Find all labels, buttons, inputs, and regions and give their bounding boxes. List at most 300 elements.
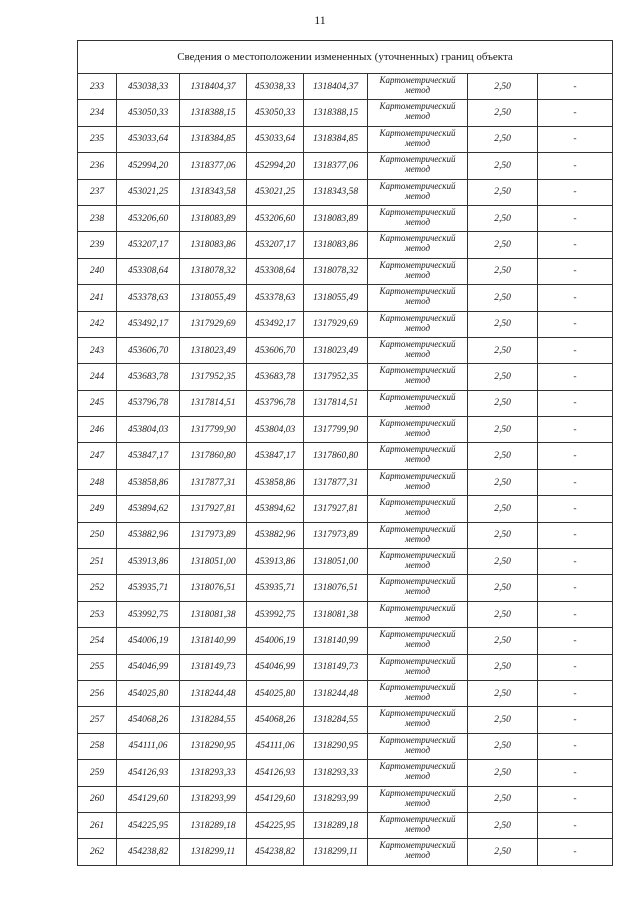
existing-x-cell: 453606,70 <box>117 337 180 363</box>
refined-x-cell: 453913,86 <box>247 549 304 575</box>
accuracy-cell: 2,50 <box>468 549 538 575</box>
boundary-coordinates-table <box>77 40 613 866</box>
existing-y-cell: 1318140,99 <box>180 628 247 654</box>
refined-x-cell: 454046,99 <box>247 654 304 680</box>
existing-y-cell: 1317927,81 <box>180 496 247 522</box>
method-label-line2: метод <box>404 269 431 280</box>
point-number-cell: 237 <box>78 179 117 205</box>
accuracy-cell: 2,50 <box>468 680 538 706</box>
method-label-line1: Картометрический <box>379 761 456 772</box>
existing-x-cell: 453021,25 <box>117 179 180 205</box>
accuracy-cell: 2,50 <box>468 74 538 100</box>
method-label-line2: метод <box>404 639 431 650</box>
existing-x-cell: 453858,86 <box>117 469 180 495</box>
existing-y-cell: 1318055,49 <box>180 285 247 311</box>
accuracy-cell: 2,50 <box>468 654 538 680</box>
point-number-cell: 251 <box>78 549 117 575</box>
existing-y-cell: 1317929,69 <box>180 311 247 337</box>
refined-y-cell: 1318384,85 <box>304 126 368 152</box>
table-row <box>78 786 613 812</box>
refined-x-cell: 453847,17 <box>247 443 304 469</box>
method-cell <box>368 839 468 865</box>
method-label-line2: метод <box>404 296 431 307</box>
refined-y-cell: 1318083,86 <box>304 232 368 258</box>
point-number-cell: 246 <box>78 417 117 443</box>
method-cell <box>368 337 468 363</box>
refined-y-cell: 1317973,89 <box>304 522 368 548</box>
refined-y-cell: 1318299,11 <box>304 839 368 865</box>
refined-y-cell: 1317860,80 <box>304 443 368 469</box>
note-cell: - <box>538 258 613 284</box>
method-cell <box>368 100 468 126</box>
note-cell: - <box>538 601 613 627</box>
point-number-cell: 254 <box>78 628 117 654</box>
method-label-line1: Картометрический <box>379 206 456 217</box>
accuracy-cell: 2,50 <box>468 390 538 416</box>
note-cell: - <box>538 654 613 680</box>
method-cell <box>368 786 468 812</box>
refined-x-cell: 454068,26 <box>247 707 304 733</box>
method-label-line1: Картометрический <box>379 840 456 851</box>
refined-x-cell: 453050,33 <box>247 100 304 126</box>
method-label-line1: Картометрический <box>379 787 456 798</box>
note-cell: - <box>538 522 613 548</box>
existing-x-cell: 453882,96 <box>117 522 180 548</box>
point-number-cell: 260 <box>78 786 117 812</box>
refined-x-cell: 453606,70 <box>247 337 304 363</box>
note-cell: - <box>538 74 613 100</box>
refined-x-cell: 453207,17 <box>247 232 304 258</box>
refined-y-cell: 1318078,32 <box>304 258 368 284</box>
refined-x-cell: 454225,95 <box>247 812 304 838</box>
existing-x-cell: 453913,86 <box>117 549 180 575</box>
table-row <box>78 443 613 469</box>
refined-y-cell: 1318244,48 <box>304 680 368 706</box>
refined-x-cell: 453935,71 <box>247 575 304 601</box>
existing-x-cell: 454068,26 <box>117 707 180 733</box>
method-cell <box>368 469 468 495</box>
method-cell <box>368 179 468 205</box>
method-label-line2: метод <box>404 533 431 544</box>
method-cell <box>368 153 468 179</box>
accuracy-cell: 2,50 <box>468 628 538 654</box>
method-cell <box>368 680 468 706</box>
point-number-cell: 262 <box>78 839 117 865</box>
table-row <box>78 179 613 205</box>
existing-y-cell: 1317952,35 <box>180 364 247 390</box>
table-row <box>78 417 613 443</box>
refined-y-cell: 1318289,18 <box>304 812 368 838</box>
method-label-line2: метод <box>404 850 431 861</box>
method-cell <box>368 601 468 627</box>
accuracy-cell: 2,50 <box>468 443 538 469</box>
refined-x-cell: 454238,82 <box>247 839 304 865</box>
table-row <box>78 337 613 363</box>
method-label-line2: метод <box>404 771 431 782</box>
method-label-line1: Картометрический <box>379 338 456 349</box>
method-label-line1: Картометрический <box>379 154 456 165</box>
refined-x-cell: 452994,20 <box>247 153 304 179</box>
existing-x-cell: 453492,17 <box>117 311 180 337</box>
method-label-line2: метод <box>404 348 431 359</box>
point-number-cell: 261 <box>78 812 117 838</box>
existing-y-cell: 1318149,73 <box>180 654 247 680</box>
method-label-line2: метод <box>404 480 431 491</box>
method-cell <box>368 126 468 152</box>
existing-x-cell: 453894,62 <box>117 496 180 522</box>
note-cell: - <box>538 337 613 363</box>
refined-x-cell: 454025,80 <box>247 680 304 706</box>
accuracy-cell: 2,50 <box>468 575 538 601</box>
table-row <box>78 311 613 337</box>
method-label-line2: метод <box>404 718 431 729</box>
refined-y-cell: 1317799,90 <box>304 417 368 443</box>
existing-y-cell: 1318290,95 <box>180 733 247 759</box>
method-label-line1: Картометрический <box>379 286 456 297</box>
accuracy-cell: 2,50 <box>468 707 538 733</box>
method-label-line1: Картометрический <box>379 655 456 666</box>
note-cell: - <box>538 733 613 759</box>
note-cell: - <box>538 760 613 786</box>
refined-y-cell: 1318293,99 <box>304 786 368 812</box>
accuracy-cell: 2,50 <box>468 126 538 152</box>
point-number-cell: 245 <box>78 390 117 416</box>
table-row <box>78 258 613 284</box>
accuracy-cell: 2,50 <box>468 786 538 812</box>
method-label-line1: Картометрический <box>379 365 456 376</box>
note-cell: - <box>538 179 613 205</box>
table-row <box>78 74 613 100</box>
table-row <box>78 153 613 179</box>
refined-x-cell: 453894,62 <box>247 496 304 522</box>
method-label-line2: метод <box>404 190 431 201</box>
point-number-cell: 238 <box>78 205 117 231</box>
table-row <box>78 812 613 838</box>
existing-x-cell: 454126,93 <box>117 760 180 786</box>
refined-x-cell: 453796,78 <box>247 390 304 416</box>
existing-x-cell: 453935,71 <box>117 575 180 601</box>
table-row <box>78 390 613 416</box>
note-cell: - <box>538 364 613 390</box>
refined-y-cell: 1318343,58 <box>304 179 368 205</box>
method-cell <box>368 417 468 443</box>
existing-y-cell: 1318051,00 <box>180 549 247 575</box>
accuracy-cell: 2,50 <box>468 337 538 363</box>
method-cell <box>368 654 468 680</box>
method-label-line2: метод <box>404 823 431 834</box>
refined-y-cell: 1317929,69 <box>304 311 368 337</box>
method-cell <box>368 496 468 522</box>
refined-y-cell: 1318404,37 <box>304 74 368 100</box>
existing-y-cell: 1318293,33 <box>180 760 247 786</box>
point-number-cell: 234 <box>78 100 117 126</box>
method-cell <box>368 285 468 311</box>
table-row <box>78 496 613 522</box>
existing-x-cell: 453308,64 <box>117 258 180 284</box>
table-row <box>78 733 613 759</box>
existing-x-cell: 453033,64 <box>117 126 180 152</box>
existing-y-cell: 1317877,31 <box>180 469 247 495</box>
existing-y-cell: 1318388,15 <box>180 100 247 126</box>
table-row <box>78 707 613 733</box>
method-label-line1: Картометрический <box>379 708 456 719</box>
accuracy-cell: 2,50 <box>468 733 538 759</box>
accuracy-cell: 2,50 <box>468 232 538 258</box>
note-cell: - <box>538 390 613 416</box>
method-label-line1: Картометрический <box>379 259 456 270</box>
refined-y-cell: 1318290,95 <box>304 733 368 759</box>
accuracy-cell: 2,50 <box>468 469 538 495</box>
method-label-line1: Картометрический <box>379 75 456 85</box>
method-label-line1: Картометрический <box>379 576 456 587</box>
existing-x-cell: 453796,78 <box>117 390 180 416</box>
method-cell <box>368 628 468 654</box>
method-cell <box>368 74 468 100</box>
method-label-line2: метод <box>404 586 431 597</box>
point-number-cell: 253 <box>78 601 117 627</box>
note-cell: - <box>538 575 613 601</box>
existing-x-cell: 453847,17 <box>117 443 180 469</box>
existing-x-cell: 453206,60 <box>117 205 180 231</box>
method-label-line2: метод <box>404 744 431 755</box>
method-label-line1: Картометрический <box>379 444 456 455</box>
table-row <box>78 628 613 654</box>
accuracy-cell: 2,50 <box>468 496 538 522</box>
refined-y-cell: 1318051,00 <box>304 549 368 575</box>
method-label-line2: метод <box>404 401 431 412</box>
accuracy-cell: 2,50 <box>468 179 538 205</box>
method-label-line2: метод <box>404 164 431 175</box>
refined-y-cell: 1318284,55 <box>304 707 368 733</box>
note-cell: - <box>538 126 613 152</box>
method-label-line1: Картометрический <box>379 101 456 112</box>
existing-y-cell: 1318377,06 <box>180 153 247 179</box>
existing-x-cell: 453804,03 <box>117 417 180 443</box>
note-cell: - <box>538 549 613 575</box>
method-label-line2: метод <box>404 137 431 148</box>
note-cell: - <box>538 285 613 311</box>
existing-x-cell: 453683,78 <box>117 364 180 390</box>
note-cell: - <box>538 417 613 443</box>
point-number-cell: 233 <box>78 74 117 100</box>
existing-y-cell: 1318404,37 <box>180 74 247 100</box>
accuracy-cell: 2,50 <box>468 417 538 443</box>
method-cell <box>368 760 468 786</box>
refined-y-cell: 1318023,49 <box>304 337 368 363</box>
existing-y-cell: 1318343,58 <box>180 179 247 205</box>
existing-y-cell: 1318081,38 <box>180 601 247 627</box>
existing-x-cell: 453038,33 <box>117 74 180 100</box>
refined-x-cell: 453206,60 <box>247 205 304 231</box>
refined-y-cell: 1318083,89 <box>304 205 368 231</box>
table-row <box>78 839 613 865</box>
method-label-line1: Картометрический <box>379 470 456 481</box>
table-row <box>78 126 613 152</box>
method-label-line1: Картометрический <box>379 312 456 323</box>
note-cell: - <box>538 100 613 126</box>
table-row <box>78 469 613 495</box>
existing-x-cell: 454111,06 <box>117 733 180 759</box>
existing-y-cell: 1318384,85 <box>180 126 247 152</box>
method-cell <box>368 364 468 390</box>
method-label-line2: метод <box>404 322 431 333</box>
table-row <box>78 522 613 548</box>
point-number-cell: 243 <box>78 337 117 363</box>
point-number-cell: 244 <box>78 364 117 390</box>
accuracy-cell: 2,50 <box>468 258 538 284</box>
refined-x-cell: 453021,25 <box>247 179 304 205</box>
table-row <box>78 364 613 390</box>
point-number-cell: 259 <box>78 760 117 786</box>
method-cell <box>368 311 468 337</box>
table-body <box>78 74 613 866</box>
accuracy-cell: 2,50 <box>468 311 538 337</box>
table-row <box>78 285 613 311</box>
note-cell: - <box>538 469 613 495</box>
point-number-cell: 252 <box>78 575 117 601</box>
existing-y-cell: 1318244,48 <box>180 680 247 706</box>
refined-y-cell: 1317952,35 <box>304 364 368 390</box>
method-cell <box>368 549 468 575</box>
accuracy-cell: 2,50 <box>468 522 538 548</box>
existing-x-cell: 454129,60 <box>117 786 180 812</box>
existing-y-cell: 1317814,51 <box>180 390 247 416</box>
note-cell: - <box>538 205 613 231</box>
refined-y-cell: 1318293,33 <box>304 760 368 786</box>
method-label-line1: Картометрический <box>379 523 456 534</box>
accuracy-cell: 2,50 <box>468 205 538 231</box>
point-number-cell: 248 <box>78 469 117 495</box>
point-number-cell: 249 <box>78 496 117 522</box>
refined-x-cell: 453858,86 <box>247 469 304 495</box>
refined-y-cell: 1318388,15 <box>304 100 368 126</box>
method-label-line2: метод <box>404 665 431 676</box>
note-cell: - <box>538 628 613 654</box>
note-cell: - <box>538 707 613 733</box>
note-cell: - <box>538 232 613 258</box>
method-label-line1: Картометрический <box>379 550 456 561</box>
point-number-cell: 240 <box>78 258 117 284</box>
page-number: 11 <box>314 13 326 27</box>
existing-y-cell: 1318083,86 <box>180 232 247 258</box>
refined-x-cell: 454126,93 <box>247 760 304 786</box>
method-label-line2: метод <box>404 560 431 571</box>
accuracy-cell: 2,50 <box>468 285 538 311</box>
refined-x-cell: 453804,03 <box>247 417 304 443</box>
refined-x-cell: 453033,64 <box>247 126 304 152</box>
table-row <box>78 654 613 680</box>
existing-y-cell: 1318078,32 <box>180 258 247 284</box>
existing-x-cell: 453378,63 <box>117 285 180 311</box>
table-row <box>78 601 613 627</box>
method-label-line1: Картометрический <box>379 734 456 745</box>
note-cell: - <box>538 443 613 469</box>
point-number-cell: 247 <box>78 443 117 469</box>
method-label-line1: Картометрический <box>379 681 456 692</box>
existing-x-cell: 453207,17 <box>117 232 180 258</box>
existing-y-cell: 1318076,51 <box>180 575 247 601</box>
method-label-line2: метод <box>404 797 431 808</box>
method-label-line1: Картометрический <box>379 127 456 138</box>
refined-y-cell: 1318081,38 <box>304 601 368 627</box>
table-row <box>78 232 613 258</box>
note-cell: - <box>538 680 613 706</box>
refined-x-cell: 453683,78 <box>247 364 304 390</box>
existing-y-cell: 1317973,89 <box>180 522 247 548</box>
refined-x-cell: 454006,19 <box>247 628 304 654</box>
method-cell <box>368 390 468 416</box>
existing-y-cell: 1317860,80 <box>180 443 247 469</box>
method-label-line1: Картометрический <box>379 813 456 824</box>
refined-y-cell: 1318140,99 <box>304 628 368 654</box>
method-label-line2: метод <box>404 454 431 465</box>
point-number-cell: 255 <box>78 654 117 680</box>
accuracy-cell: 2,50 <box>468 100 538 126</box>
existing-x-cell: 454006,19 <box>117 628 180 654</box>
existing-y-cell: 1318023,49 <box>180 337 247 363</box>
refined-y-cell: 1318076,51 <box>304 575 368 601</box>
refined-y-cell: 1318055,49 <box>304 285 368 311</box>
point-number-cell: 236 <box>78 153 117 179</box>
accuracy-cell: 2,50 <box>468 153 538 179</box>
method-label-line2: метод <box>404 216 431 227</box>
table-title: Сведения о местоположении измененных (уточненных) границ объекта <box>78 41 613 74</box>
existing-y-cell: 1318293,99 <box>180 786 247 812</box>
point-number-cell: 258 <box>78 733 117 759</box>
method-label-line1: Картометрический <box>379 233 456 244</box>
method-cell <box>368 812 468 838</box>
method-label-line2: метод <box>404 111 431 122</box>
point-number-cell: 241 <box>78 285 117 311</box>
table-row <box>78 100 613 126</box>
method-cell <box>368 707 468 733</box>
method-label-line2: метод <box>404 375 431 386</box>
note-cell: - <box>538 496 613 522</box>
point-number-cell: 235 <box>78 126 117 152</box>
existing-x-cell: 454238,82 <box>117 839 180 865</box>
point-number-cell: 256 <box>78 680 117 706</box>
existing-y-cell: 1317799,90 <box>180 417 247 443</box>
refined-y-cell: 1317814,51 <box>304 390 368 416</box>
method-cell <box>368 522 468 548</box>
method-label-line1: Картометрический <box>379 418 456 429</box>
method-label-line2: метод <box>404 691 431 702</box>
method-label-line2: метод <box>404 428 431 439</box>
refined-x-cell: 454111,06 <box>247 733 304 759</box>
accuracy-cell: 2,50 <box>468 839 538 865</box>
existing-x-cell: 454046,99 <box>117 654 180 680</box>
refined-y-cell: 1317877,31 <box>304 469 368 495</box>
existing-x-cell: 454225,95 <box>117 812 180 838</box>
refined-x-cell: 454129,60 <box>247 786 304 812</box>
method-cell <box>368 258 468 284</box>
accuracy-cell: 2,50 <box>468 760 538 786</box>
method-label-line2: метод <box>404 507 431 518</box>
table-row <box>78 549 613 575</box>
refined-x-cell: 453308,64 <box>247 258 304 284</box>
point-number-cell: 242 <box>78 311 117 337</box>
refined-y-cell: 1317927,81 <box>304 496 368 522</box>
method-label-line2: метод <box>404 85 431 95</box>
method-label-line1: Картометрический <box>379 391 456 402</box>
method-cell <box>368 733 468 759</box>
refined-x-cell: 453992,75 <box>247 601 304 627</box>
method-cell <box>368 205 468 231</box>
refined-y-cell: 1318149,73 <box>304 654 368 680</box>
method-cell <box>368 575 468 601</box>
existing-y-cell: 1318299,11 <box>180 839 247 865</box>
method-label-line1: Картометрический <box>379 629 456 640</box>
